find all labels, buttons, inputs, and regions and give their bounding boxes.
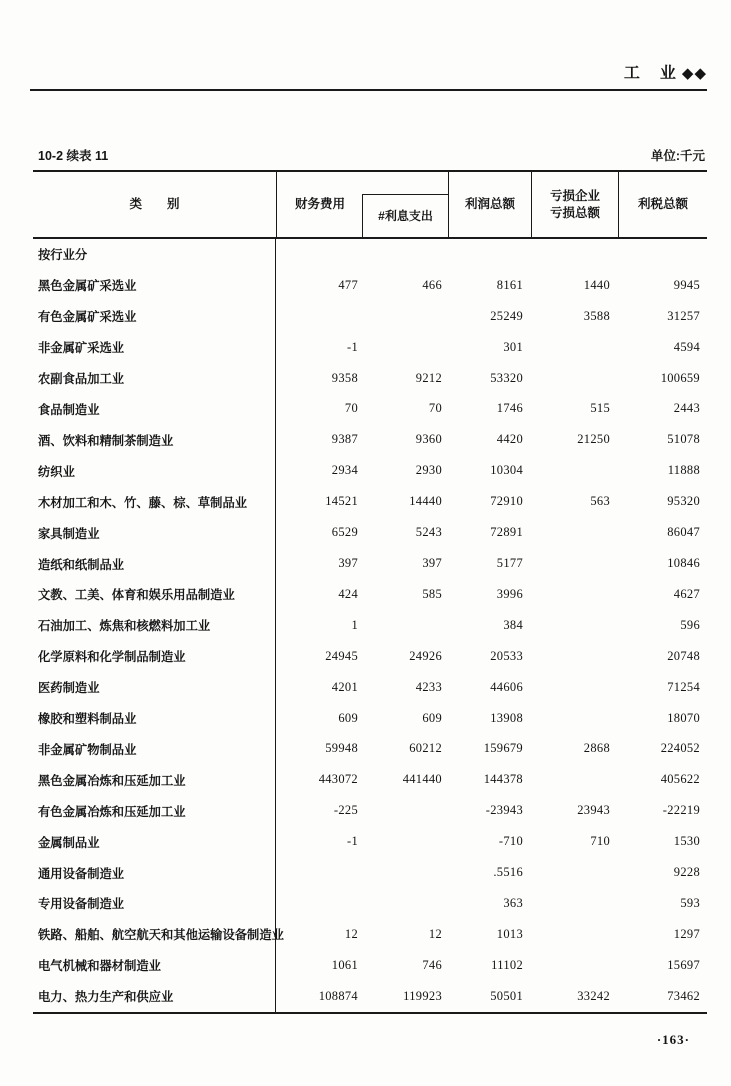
row-label: 农副食品加工业 <box>33 363 276 394</box>
unit-label: 单位:千元 <box>650 149 705 163</box>
cell-financial-expense: 9358 <box>331 370 358 385</box>
cell-interest-expense: 609 <box>422 710 442 725</box>
row-label: 非金属矿物制品业 <box>33 734 276 765</box>
cell-loss-total: 515 <box>590 401 610 416</box>
header-total-profit: 利润总额 <box>448 172 531 237</box>
cell-total-profit: 50501 <box>490 988 523 1003</box>
cell-loss-total: 2868 <box>583 741 610 756</box>
cell-total-profit: 20533 <box>490 648 523 663</box>
cell-profit-and-tax: 31257 <box>667 308 700 323</box>
cell-financial-expense: -225 <box>333 803 358 818</box>
row-label: 金属制品业 <box>33 826 276 857</box>
cell-profit-and-tax: -22219 <box>662 803 700 818</box>
cell-financial-expense: 9387 <box>331 432 358 447</box>
cell-profit-and-tax: 1530 <box>673 834 700 849</box>
cell-financial-expense: 59948 <box>325 741 358 756</box>
table-header-row <box>33 172 707 239</box>
table-row <box>33 424 700 455</box>
cell-interest-expense: 9212 <box>415 370 442 385</box>
cell-interest-expense: 441440 <box>402 772 442 787</box>
diamond-marks-icon: ◆◆ <box>681 66 707 82</box>
header-profit-and-tax: 利税总额 <box>618 172 707 237</box>
cell-interest-expense: 24926 <box>409 648 442 663</box>
row-label: 木材加工和木、竹、藤、棕、草制品业 <box>33 486 276 517</box>
table-row <box>33 301 700 332</box>
cell-profit-and-tax: 73462 <box>667 988 700 1003</box>
cell-financial-expense: 108874 <box>318 988 358 1003</box>
table-row <box>33 363 700 394</box>
row-label: 医药制造业 <box>33 672 276 703</box>
cell-interest-expense: 14440 <box>409 494 442 509</box>
header-loss-line1: 亏损企业 <box>549 188 600 203</box>
table-row <box>33 270 700 301</box>
table-row <box>33 394 700 425</box>
table-row <box>33 486 700 517</box>
cell-financial-expense: 424 <box>338 586 358 601</box>
table-row <box>33 672 700 703</box>
row-label: 电气机械和器材制造业 <box>33 950 276 981</box>
row-label: 按行业分 <box>33 239 276 270</box>
table-caption: 10-2 续表 11 <box>38 149 109 163</box>
cell-total-profit: 44606 <box>490 679 523 694</box>
cell-loss-total: 3588 <box>583 308 610 323</box>
cell-financial-expense: 443072 <box>318 772 358 787</box>
cell-financial-expense: 24945 <box>325 648 358 663</box>
header-category: 类 别 <box>129 197 180 212</box>
cell-financial-expense: 1061 <box>331 957 358 972</box>
cell-total-profit: 301 <box>503 339 523 354</box>
cell-profit-and-tax: 224052 <box>660 741 700 756</box>
table-row <box>33 610 700 641</box>
cell-total-profit: 1013 <box>496 926 523 941</box>
cell-total-profit: 10304 <box>490 463 523 478</box>
cell-total-profit: 144378 <box>483 772 523 787</box>
cell-total-profit: 13908 <box>490 710 523 725</box>
cell-profit-and-tax: 95320 <box>667 494 700 509</box>
cell-total-profit: -710 <box>498 834 523 849</box>
cell-financial-expense: -1 <box>346 834 358 849</box>
header-loss-line2: 亏损总额 <box>549 205 600 220</box>
cell-profit-and-tax: 51078 <box>667 432 700 447</box>
cell-profit-and-tax: 1297 <box>673 926 700 941</box>
cell-loss-total: 33242 <box>577 988 610 1003</box>
cell-financial-expense: 12 <box>344 926 358 941</box>
cell-total-profit: 5177 <box>496 556 523 571</box>
industry-statistics-table <box>33 170 707 1014</box>
cell-financial-expense: 14521 <box>325 494 358 509</box>
row-label: 有色金属矿采选业 <box>33 301 276 332</box>
cell-profit-and-tax: 4594 <box>673 339 700 354</box>
cell-total-profit: 8161 <box>496 277 523 292</box>
cell-total-profit: 11102 <box>491 957 523 972</box>
cell-total-profit: 159679 <box>483 741 523 756</box>
cell-financial-expense: 477 <box>338 277 358 292</box>
cell-profit-and-tax: 100659 <box>660 370 700 385</box>
cell-financial-expense: 4201 <box>331 679 358 694</box>
cell-total-profit: 53320 <box>490 370 523 385</box>
cell-profit-and-tax: 405622 <box>660 772 700 787</box>
table-row <box>33 641 700 672</box>
table-body <box>33 239 707 1014</box>
table-row <box>33 919 700 950</box>
cell-loss-total: 23943 <box>577 803 610 818</box>
cell-interest-expense: 60212 <box>409 741 442 756</box>
row-label: 橡胶和塑料制品业 <box>33 703 276 734</box>
cell-interest-expense: 119923 <box>403 988 442 1003</box>
header-interest-expense: #利息支出 <box>362 194 448 237</box>
cell-total-profit: 363 <box>503 895 523 910</box>
cell-interest-expense: 397 <box>422 556 442 571</box>
cell-financial-expense: 1 <box>351 617 358 632</box>
row-label: 石油加工、炼焦和核燃料加工业 <box>33 610 276 641</box>
row-label: 黑色金属冶炼和压延加工业 <box>33 764 276 795</box>
row-label: 酒、饮料和精制茶制造业 <box>33 424 276 455</box>
cell-profit-and-tax: 11888 <box>667 463 700 478</box>
header-financial-expense <box>276 172 448 237</box>
row-label: 专用设备制造业 <box>33 888 276 919</box>
row-label: 纺织业 <box>33 455 276 486</box>
cell-profit-and-tax: 9228 <box>673 865 700 880</box>
running-header-title: 工 业 <box>623 65 678 82</box>
row-label: 非金属矿采选业 <box>33 332 276 363</box>
cell-financial-expense: 397 <box>338 556 358 571</box>
cell-interest-expense: 585 <box>422 586 442 601</box>
table-row <box>33 857 700 888</box>
row-label: 黑色金属矿采选业 <box>33 270 276 301</box>
cell-financial-expense: 6529 <box>331 525 358 540</box>
cell-total-profit: 25249 <box>490 308 523 323</box>
cell-financial-expense: -1 <box>346 339 358 354</box>
cell-profit-and-tax: 4627 <box>673 586 700 601</box>
cell-total-profit: -23943 <box>485 803 523 818</box>
row-label: 有色金属冶炼和压延加工业 <box>33 795 276 826</box>
table-row <box>33 795 700 826</box>
cell-profit-and-tax: 593 <box>680 895 700 910</box>
cell-financial-expense: 609 <box>338 710 358 725</box>
cell-profit-and-tax: 15697 <box>667 957 700 972</box>
cell-interest-expense: 4233 <box>415 679 442 694</box>
header-financial-expense-label: 财务费用 <box>294 197 345 212</box>
cell-interest-expense: 70 <box>428 401 442 416</box>
cell-loss-total: 1440 <box>583 277 610 292</box>
row-label: 化学原料和化学制品制造业 <box>33 641 276 672</box>
table-row <box>33 455 700 486</box>
cell-total-profit: 72891 <box>490 525 523 540</box>
table-row <box>33 548 700 579</box>
header-loss-total <box>531 172 618 237</box>
page-number: ·163· <box>656 1032 690 1047</box>
cell-loss-total: 563 <box>590 494 610 509</box>
cell-total-profit: .5516 <box>493 865 523 880</box>
table-row <box>33 888 700 919</box>
row-label: 文教、工美、体育和娱乐用品制造业 <box>33 579 276 610</box>
cell-interest-expense: 746 <box>422 957 442 972</box>
row-label: 家具制造业 <box>33 517 276 548</box>
table-row <box>33 826 700 857</box>
row-label: 造纸和纸制品业 <box>33 548 276 579</box>
cell-total-profit: 1746 <box>496 401 523 416</box>
table-row <box>33 764 700 795</box>
table-row <box>33 579 700 610</box>
cell-interest-expense: 12 <box>428 926 442 941</box>
cell-total-profit: 384 <box>503 617 523 632</box>
cell-loss-total: 21250 <box>577 432 610 447</box>
running-header <box>30 60 707 91</box>
cell-profit-and-tax: 2443 <box>673 401 700 416</box>
row-label: 食品制造业 <box>33 394 276 425</box>
cell-loss-total: 710 <box>590 834 610 849</box>
table-row <box>33 517 700 548</box>
cell-profit-and-tax: 20748 <box>667 648 700 663</box>
cell-profit-and-tax: 9945 <box>673 277 700 292</box>
cell-profit-and-tax: 10846 <box>667 556 700 571</box>
cell-profit-and-tax: 71254 <box>667 679 700 694</box>
table-row <box>33 981 700 1012</box>
cell-financial-expense: 2934 <box>331 463 358 478</box>
cell-interest-expense: 2930 <box>415 463 442 478</box>
cell-profit-and-tax: 86047 <box>667 525 700 540</box>
row-label: 铁路、船舶、航空航天和其他运输设备制造业 <box>33 919 276 950</box>
cell-total-profit: 4420 <box>496 432 523 447</box>
table-row <box>33 332 700 363</box>
cell-interest-expense: 466 <box>422 277 442 292</box>
cell-profit-and-tax: 18070 <box>667 710 700 725</box>
cell-total-profit: 3996 <box>496 586 523 601</box>
cell-total-profit: 72910 <box>490 494 523 509</box>
table-row <box>33 703 700 734</box>
row-label: 通用设备制造业 <box>33 857 276 888</box>
cell-profit-and-tax: 596 <box>680 617 700 632</box>
cell-interest-expense: 5243 <box>415 525 442 540</box>
table-row <box>33 734 700 765</box>
table-row <box>33 239 700 270</box>
cell-interest-expense: 9360 <box>415 432 442 447</box>
table-row <box>33 950 700 981</box>
row-label: 电力、热力生产和供应业 <box>33 981 276 1012</box>
cell-financial-expense: 70 <box>344 401 358 416</box>
